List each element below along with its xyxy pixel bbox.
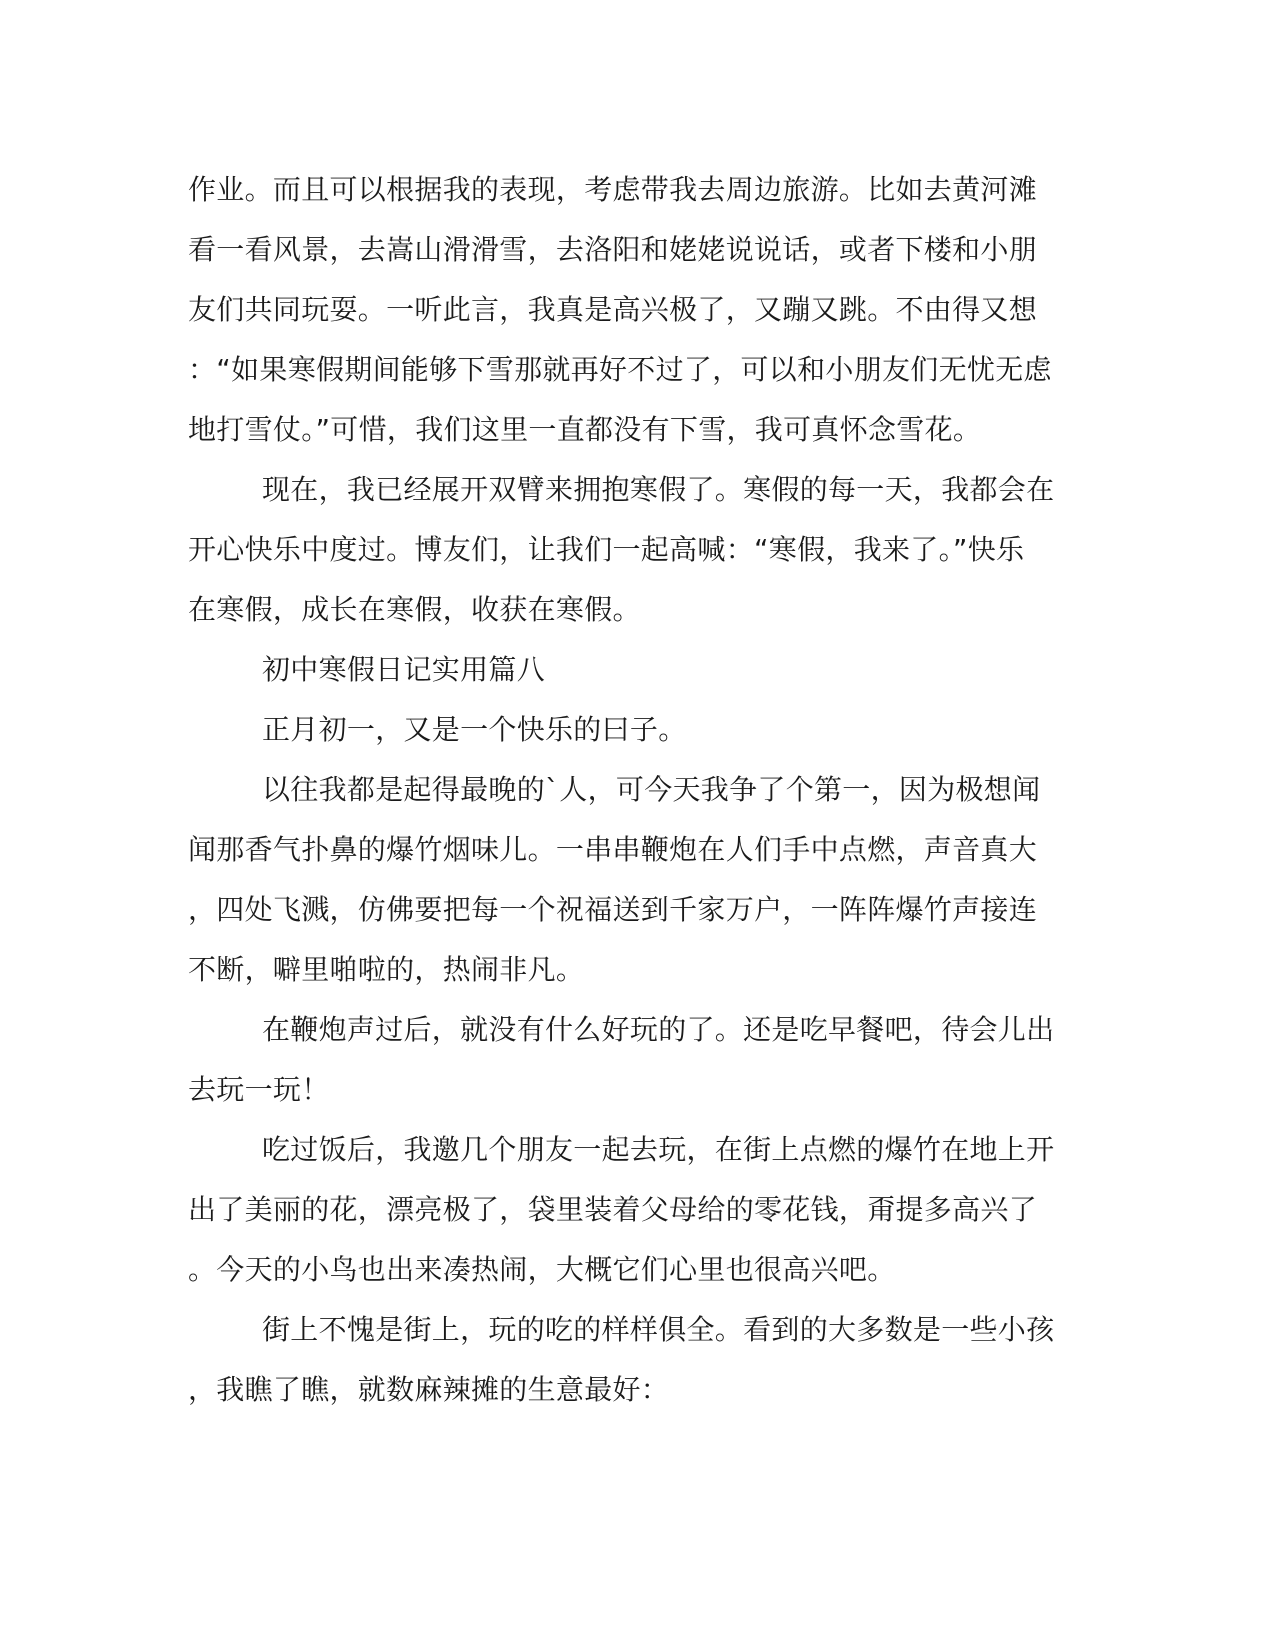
document-body	[188, 160, 1073, 1420]
text-line: 不断，噼里啪啦的，热闹非凡。	[188, 953, 585, 986]
section-heading: 初中寒假日记实用篇八	[262, 653, 546, 686]
paragraph-start-line: 现在，我已经展开双臂来拥抱寒假了。寒假的每一天，我都会在	[262, 473, 1055, 506]
text-line: 地打雪仗。”可惜，我们这里一直都没有下雪，我可真怀念雪花。	[188, 413, 982, 446]
paragraph-start-line: 在鞭炮声过后，就没有什么好玩的了。还是吃早餐吧，待会儿出	[262, 1013, 1055, 1046]
text-line: 看一看风景，去嵩山滑滑雪，去洛阳和姥姥说说话，或者下楼和小朋	[188, 233, 1038, 266]
text-line: 开心快乐中度过。博友们，让我们一起高喊：“寒假，我来了。”快乐	[188, 533, 1025, 566]
text-line: 友们共同玩耍。一听此言，我真是高兴极了，又蹦又跳。不由得又想	[188, 293, 1038, 326]
paragraph-start-line: 正月初一，又是一个快乐的曰子。	[262, 713, 687, 746]
paragraph-start-line: 吃过饭后，我邀几个朋友一起去玩，在街上点燃的爆竹在地上开	[262, 1133, 1055, 1166]
text-line: 出了美丽的花，漂亮极了，袋里装着父母给的零花钱，甭提多高兴了	[188, 1193, 1038, 1226]
text-line: 在寒假，成长在寒假，收获在寒假。	[188, 593, 641, 626]
text-line: ，四处飞溅，仿佛要把每一个祝福送到千家万户，一阵阵爆竹声接连	[188, 893, 1038, 926]
text-line: 闻那香气扑鼻的爆竹烟味儿。一串串鞭炮在人们手中点燃，声音真大	[188, 833, 1038, 866]
paragraph-start-line: 以往我都是起得最晚的`人，可今天我争了个第一，因为极想闻	[262, 773, 1041, 806]
text-line: ：“如果寒假期间能够下雪那就再好不过了，可以和小朋友们无忧无虑	[188, 353, 1052, 386]
text-line: 。今天的小鸟也出来凑热闹，大概它们心里也很高兴吧。	[188, 1253, 896, 1286]
paragraph-start-line: 街上不愧是街上，玩的吃的样样俱全。看到的大多数是一些小孩	[262, 1313, 1055, 1346]
text-line: ，我瞧了瞧，就数麻辣摊的生意最好：	[188, 1373, 670, 1406]
text-line: 作业。而且可以根据我的表现，考虑带我去周边旅游。比如去黄河滩	[188, 173, 1038, 206]
text-line: 去玩一玩！	[188, 1073, 330, 1106]
